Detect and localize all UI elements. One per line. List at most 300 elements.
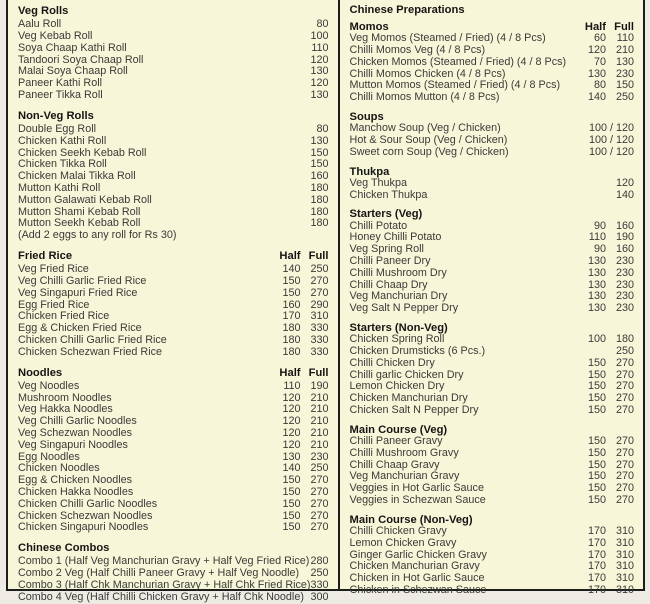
item-price-half: 150 [587, 458, 606, 471]
item-name: Veg Spring Roll [349, 243, 424, 256]
item-price-half: 150 [587, 446, 606, 459]
item-price-full: 270 [310, 286, 329, 299]
section-items [18, 124, 329, 242]
item-prices [311, 580, 329, 592]
item-prices [578, 92, 634, 104]
menu-item-row [18, 381, 329, 393]
menu-item-row [18, 592, 329, 604]
item-prices [578, 495, 634, 507]
item-name: Veg Hakka Noodles [18, 403, 113, 416]
menu-item-row [350, 268, 634, 280]
item-name: Veg Fried Rice [18, 263, 89, 276]
item-name: Paneer Tikka Roll [18, 88, 103, 101]
item-name: Soya Chaap Kathi Roll [18, 41, 127, 54]
item-price-full: 210 [310, 438, 329, 451]
item-prices [578, 268, 634, 280]
section-title: Fried Rice [18, 249, 73, 262]
menu-item-row [350, 436, 634, 448]
item-price-full: 270 [310, 509, 329, 522]
item-prices [311, 90, 329, 102]
item-price-half: 170 [587, 572, 606, 585]
menu-item-row [18, 440, 329, 452]
menu-column-right [338, 0, 643, 596]
item-price-full: 210 [310, 415, 329, 428]
section-title: Starters (Non-Veg) [349, 321, 448, 334]
item-name: Veg Noodles [18, 379, 80, 392]
section-items [18, 381, 329, 534]
item-price-half: 120 [282, 438, 301, 451]
item-price-full: 210 [615, 44, 634, 56]
item-prices [273, 347, 329, 359]
section-title: Main Course (Non-Veg) [349, 513, 473, 526]
item-price-full: 250 [615, 91, 634, 104]
item-price: 130 [310, 88, 329, 101]
item-price: 150 [310, 146, 329, 159]
item-price-full: 190 [310, 379, 329, 392]
full-column-header: Full [614, 21, 634, 33]
item-price-full: 130 [615, 55, 634, 68]
section-title: Non-Veg Rolls [18, 109, 94, 122]
item-name: Chicken Hakka Noodles [18, 485, 134, 498]
item-name: Chicken Seekh Kebab Roll [18, 146, 147, 159]
menu-item-row [18, 580, 329, 592]
item-price-full: 270 [615, 493, 634, 506]
item-name: Ginger Garlic Chicken Gravy [349, 548, 487, 561]
item-price-full: 230 [615, 266, 634, 279]
item-price: 280 [310, 555, 329, 568]
item-prices [616, 178, 634, 190]
item-name: Chilli Momos Veg (4 / 8 Pcs) [349, 44, 486, 56]
item-prices [273, 335, 329, 347]
item-prices [578, 448, 634, 460]
item-name: Manchow Soup (Veg / Chicken) [349, 122, 501, 135]
item-price-full: 330 [310, 322, 329, 335]
section-note: (Add 2 eggs to any roll for Rs 30) [18, 229, 177, 242]
item-name: Chicken Schezwan Noodles [18, 509, 153, 522]
item-price-full: 210 [310, 403, 329, 416]
item-price: 120 [310, 77, 329, 90]
item-price-full: 330 [310, 345, 329, 358]
item-price-full: 270 [310, 274, 329, 287]
menu-item-row [18, 288, 329, 300]
menu-section [18, 5, 329, 102]
section-title: Veg Rolls [18, 5, 69, 17]
menu-item-row [350, 448, 634, 460]
item-name: Veggies in Hot Garlic Sauce [349, 482, 484, 495]
item-name: Combo 2 Veg (Half Chilli Paneer Gravy + Half Veg Noodle) [18, 567, 300, 580]
item-prices [311, 136, 329, 148]
menu-item-row [18, 428, 329, 440]
menu-item-row [18, 183, 329, 195]
item-name: Double Egg Roll [18, 122, 97, 135]
item-name: Lemon Chicken Dry [349, 380, 445, 393]
item-price: 300 [310, 590, 329, 603]
item-price-full: 270 [615, 380, 634, 393]
section-header-row [18, 5, 329, 17]
item-name: Veg Singapuri Fried Rice [18, 286, 138, 299]
item-price-full: 310 [615, 572, 634, 585]
item-name: Veg Manchurian Dry [349, 290, 448, 303]
item-prices [273, 440, 329, 452]
item-name: Veg Momos (Steamed / Fried) (4 / 8 Pcs) [349, 32, 546, 45]
item-name: Veg Chilli Garlic Noodles [18, 415, 137, 428]
section-header-row [350, 166, 634, 178]
section-items [350, 526, 634, 597]
item-price-half: 130 [587, 290, 606, 303]
section-title: Main Course (Veg) [349, 423, 448, 436]
section-items [350, 123, 634, 158]
item-price-full: 270 [615, 482, 634, 495]
item-price: 130 [310, 65, 329, 78]
item-name: Mushroom Noodles [18, 391, 112, 404]
section-header-row [18, 250, 329, 262]
item-name: Veg Kebab Roll [18, 30, 93, 42]
menu-section [350, 166, 634, 202]
item-price-full: 270 [310, 497, 329, 510]
price-column-headers [273, 367, 329, 379]
item-name: Chicken Tikka Roll [18, 158, 107, 171]
item-price: 150 [310, 158, 329, 171]
menu-item-row [18, 335, 329, 347]
menu-item-row [18, 522, 329, 534]
item-name: Chicken in Hot Garlic Sauce [349, 572, 485, 585]
item-price-half: 150 [282, 497, 301, 510]
item-price-full: 210 [310, 391, 329, 404]
item-name: Chilli Potato [349, 219, 408, 232]
half-column-header: Half [279, 366, 301, 379]
item-name: Veg Thukpa [349, 176, 407, 189]
item-prices [311, 183, 329, 195]
item-name: Chicken Salt N Pepper Dry [349, 403, 479, 416]
item-price-half: 130 [587, 266, 606, 279]
item-prices [578, 256, 634, 268]
item-name: Egg & Chicken Fried Rice [18, 322, 142, 335]
section-title: Chinese Combos [18, 542, 110, 555]
item-price-full: 180 [615, 333, 634, 346]
item-price-half: 110 [283, 379, 301, 392]
menu-item-row [350, 538, 634, 550]
item-price-full: 290 [310, 298, 329, 311]
item-prices [311, 218, 329, 230]
item-price-full: 230 [615, 278, 634, 291]
item-price-half: 150 [282, 485, 301, 498]
menu-section [350, 322, 634, 417]
item-price-half: 150 [282, 274, 301, 287]
item-name: Paneer Kathi Roll [18, 77, 103, 90]
item-name: Chilli Paneer Dry [349, 254, 431, 267]
item-name: Chilli Momos Chicken (4 / 8 Pcs) [349, 67, 506, 80]
menu-item-row [18, 136, 329, 148]
item-name: Veg Manchurian Gravy [349, 470, 460, 483]
item-price-half: 130 [587, 278, 606, 291]
item-price-full: 270 [615, 446, 634, 459]
item-price-full: 250 [310, 263, 329, 276]
menu-item-row [18, 90, 329, 102]
item-name: Chicken Kathi Roll [18, 134, 107, 147]
menu-item-row [350, 256, 634, 268]
item-price-full: 270 [615, 434, 634, 447]
item-price-full: 160 [615, 243, 634, 256]
item-price-half: 150 [587, 403, 606, 416]
item-price-half: 80 [593, 79, 606, 92]
item-prices [311, 43, 328, 55]
section-items [350, 178, 634, 202]
item-price-full: 270 [615, 458, 634, 471]
item-price-full: 230 [615, 290, 634, 303]
item-name: Chicken Drumsticks (6 Pcs.) [349, 344, 486, 357]
item-name: Egg Noodles [18, 450, 80, 463]
item-price-half: 90 [593, 243, 606, 256]
item-price-half: 150 [587, 482, 606, 495]
right-column-title: Chinese Preparations [349, 4, 465, 16]
item-price: 120 [310, 53, 329, 66]
item-prices [273, 499, 329, 511]
item-price-half: 160 [282, 298, 301, 311]
item-name: Chilli Chicken Dry [349, 356, 435, 369]
menu-item-row [350, 303, 634, 315]
item-name: Chicken Singapuri Noodles [18, 521, 149, 534]
menu-item-row [18, 276, 329, 288]
item-price-full: 110 [616, 32, 634, 45]
item-price-half: 150 [587, 392, 606, 405]
item-prices [317, 124, 329, 136]
menu-item-row [350, 495, 634, 507]
item-prices [273, 522, 329, 534]
item-price-half: 130 [587, 254, 606, 267]
full-column-header: Full [308, 366, 329, 379]
item-price: 250 [310, 567, 329, 580]
item-name: Chilli Chaap Dry [349, 278, 428, 291]
menu-item-row [350, 178, 634, 190]
menu-item-row [350, 585, 634, 597]
item-prices [311, 592, 329, 604]
section-items [18, 556, 329, 603]
item-prices [273, 288, 329, 300]
item-name: Combo 3 (Half Chk Manchurian Gravy + Half Chk Fried Rice) [18, 578, 311, 591]
item-price-half: 90 [593, 219, 606, 232]
item-name: Veg Chilli Garlic Fried Rice [18, 274, 147, 287]
item-price-full: 270 [615, 392, 634, 405]
item-price-half: 60 [593, 32, 606, 45]
item-name: Chilli Paneer Gravy [349, 434, 443, 447]
item-price-half: 130 [587, 67, 606, 80]
item-price-full: 270 [310, 474, 329, 487]
menu-item-row [350, 135, 634, 147]
menu-item-row [18, 43, 329, 55]
item-name: Chilli Mushroom Dry [349, 266, 447, 279]
right-column-sections [350, 21, 634, 597]
item-prices [273, 381, 329, 393]
item-name: Malai Soya Chaap Roll [18, 65, 128, 78]
item-name: Tandoori Soya Chaap Roll [18, 53, 144, 66]
item-price-full: 160 [615, 219, 634, 232]
item-name: Chilli Mushroom Gravy [349, 446, 459, 459]
item-price-half: 70 [593, 55, 606, 68]
item-price-half: 110 [588, 231, 606, 244]
item-price-half: 150 [282, 474, 301, 487]
item-price-half: 130 [587, 302, 606, 315]
item-name: Chicken Fried Rice [18, 310, 110, 323]
item-name: Veggies in Schezwan Sauce [349, 493, 486, 506]
item-name: Veg Schezwan Noodles [18, 426, 133, 439]
item-price-half: 120 [282, 403, 301, 416]
section-header-row [18, 367, 329, 379]
item-price-half: 150 [282, 286, 301, 299]
item-prices [589, 135, 634, 147]
item-price-half: 150 [282, 521, 301, 534]
item-price: 180 [310, 181, 329, 194]
item-price-full: 270 [310, 521, 329, 534]
menu-item-row [18, 487, 329, 499]
item-prices [578, 57, 634, 69]
price-column-headers [273, 250, 329, 262]
item-name: Chicken Thukpa [349, 188, 428, 201]
item-name: Chilli Chaap Gravy [349, 458, 440, 471]
item-name: Sweet corn Soup (Veg / Chicken) [349, 145, 509, 158]
item-price-half: 150 [587, 493, 606, 506]
menu-item-row [18, 124, 329, 136]
item-price-full: 330 [310, 333, 329, 346]
item-price-half: 150 [587, 470, 606, 483]
menu-card [6, 0, 645, 603]
item-price-half: 140 [282, 462, 301, 475]
item-name: Chilli garlic Chicken Dry [349, 368, 464, 381]
section-header-row [18, 542, 329, 554]
item-prices [578, 436, 634, 448]
item-name: Chicken Spring Roll [349, 333, 445, 346]
item-price-half: 120 [282, 415, 301, 428]
section-title: Noodles [18, 366, 63, 379]
item-price-full: 230 [615, 302, 634, 315]
item-price-half: 170 [587, 583, 606, 596]
section-header-row [18, 110, 329, 122]
section-items [350, 33, 634, 104]
item-name: Chicken Noodles [18, 462, 100, 475]
item-price-full: 310 [615, 548, 634, 561]
item-name: Hot & Sour Soup (Veg / Chicken) [349, 133, 508, 146]
item-prices [578, 538, 634, 550]
item-price-full: 310 [615, 560, 634, 573]
menu-column-left [8, 0, 338, 603]
section-title: Starters (Veg) [349, 208, 423, 221]
item-name: Aalu Roll [18, 18, 62, 31]
section-items [18, 264, 329, 358]
item-prices [273, 487, 329, 499]
menu-section [18, 110, 329, 242]
item-price: 80 [316, 122, 329, 135]
item-price-full: 270 [615, 403, 634, 416]
item-prices [616, 346, 634, 358]
item-prices [578, 526, 634, 538]
menu-item-row [350, 526, 634, 538]
item-price-full: 150 [615, 79, 634, 92]
item-price-full: 210 [310, 426, 329, 439]
item-name: Veg Singapuri Noodles [18, 438, 128, 451]
item-price-full: 310 [310, 310, 329, 323]
section-title: Thukpa [349, 165, 390, 178]
item-price: 180 [310, 217, 329, 230]
item-price: 180 [310, 205, 329, 218]
item-price-full: 250 [310, 462, 329, 475]
item-name: Egg & Chicken Noodles [18, 474, 133, 487]
section-items [18, 19, 329, 102]
menu-item-row [350, 190, 634, 202]
item-price: 110 [311, 41, 329, 54]
item-price-full: 310 [615, 536, 634, 549]
item-price-half: 130 [282, 450, 301, 463]
item-price-full: 270 [310, 485, 329, 498]
menu-section [18, 542, 329, 603]
item-price-full: 310 [615, 524, 634, 537]
item-name: Chicken in Schezwan Sauce [349, 583, 487, 596]
item-price-full: 270 [615, 368, 634, 381]
item-prices [616, 190, 634, 202]
item-name: Mutton Kathi Roll [18, 181, 101, 194]
section-items [350, 436, 634, 507]
item-name: Chicken Chilli Garlic Fried Rice [18, 333, 167, 346]
item-price: 100 [310, 30, 329, 42]
item-name: Chicken Schezwan Fried Rice [18, 345, 163, 358]
item-name: Mutton Momos (Steamed / Fried) (4 / 8 Pcs) [349, 79, 561, 92]
item-price-half: 120 [282, 391, 301, 404]
item-name: Combo 4 Veg (Half Chilli Chicken Gravy + Half Chk Noodle) [18, 590, 304, 603]
menu-item-row [350, 358, 634, 370]
item-name: Mutton Shami Kebab Roll [18, 205, 141, 218]
item-name: Chicken Manchurian Gravy [349, 560, 480, 573]
item-price: 140 [615, 188, 634, 201]
item-price-half: 150 [587, 368, 606, 381]
item-price-half: 150 [282, 509, 301, 522]
menu-section [18, 367, 329, 535]
item-price-half: 180 [282, 322, 301, 335]
item-price: 80 [316, 18, 329, 31]
item-price-half: 150 [587, 380, 606, 393]
item-price-half: 170 [587, 524, 606, 537]
item-price-half: 170 [282, 310, 301, 323]
half-column-header: Half [279, 249, 301, 262]
item-price: 330 [310, 578, 329, 591]
item-name: Mutton Seekh Kebab Roll [18, 217, 141, 230]
item-price: 100 / 120 [588, 133, 634, 146]
item-price-half: 170 [587, 548, 606, 561]
item-name: Chicken Malai Tikka Roll [18, 170, 136, 183]
section-title: Momos [349, 21, 389, 33]
menu-section [350, 111, 634, 159]
item-name: Veg Salt N Pepper Dry [349, 302, 459, 315]
item-price-half: 150 [587, 434, 606, 447]
item-price-full: 230 [615, 254, 634, 267]
item-price: 130 [310, 134, 329, 147]
menu-section [18, 250, 329, 359]
item-price-half: 140 [282, 263, 301, 276]
item-prices [578, 358, 634, 370]
item-name: Mutton Galawati Kebab Roll [18, 193, 152, 206]
item-price-full: 310 [615, 583, 634, 596]
menu-item-row [350, 405, 634, 417]
item-price: 160 [310, 170, 329, 183]
menu-item-row [18, 347, 329, 359]
item-price-half: 150 [587, 356, 606, 369]
item-prices [578, 303, 634, 315]
item-prices [273, 428, 329, 440]
item-price-full: 270 [615, 356, 634, 369]
item-name: Chilli Chicken Gravy [349, 524, 447, 537]
item-prices [311, 195, 329, 207]
item-price: 100 / 120 [588, 122, 634, 135]
section-title: Soups [349, 110, 384, 123]
item-price: 100 / 120 [588, 145, 634, 158]
menu-section [350, 424, 634, 507]
